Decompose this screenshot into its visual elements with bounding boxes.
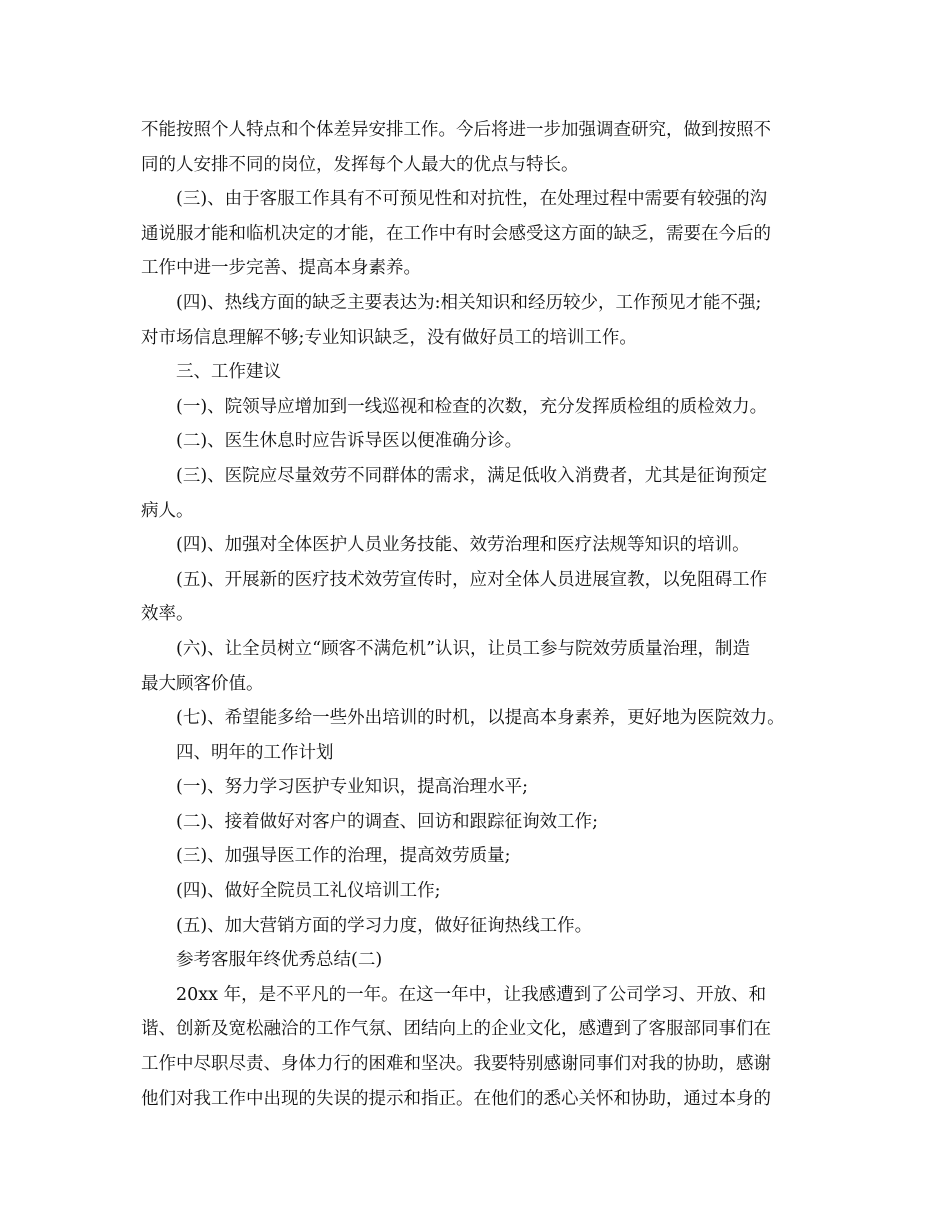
text-line: 四、明年的工作计划 [176,742,334,763]
text-line: 最大顾客价值。 [141,673,264,694]
text-line: 三、工作建议 [176,362,281,383]
text-line: 20xx 年，是不平凡的一年。在这一年中，让我感遭到了公司学习、开放、和 [176,984,767,1005]
text-line: (五)、开展新的医疗技术效劳宣传时，应对全体人员进展宣教，以免阻碍工作 [176,569,768,590]
text-line: 病人。 [141,500,194,521]
text-line: 同的人安排不同的岗位，发挥每个人最大的优点与特长。 [141,154,579,175]
text-line: (三)、加强导医工作的治理，提高效劳质量; [176,846,511,867]
text-line: 效率。 [141,604,194,625]
text-line: (二)、接着做好对客户的调查、回访和跟踪征询效工作; [176,811,599,832]
text-line: (一)、院领导应增加到一线巡视和检查的次数，充分发挥质检组的质检效力。 [176,396,768,417]
text-line: (四)、热线方面的缺乏主要表达为:相关知识和经历较少，工作预见才能不强; [176,292,762,313]
text-line: (七)、希望能多给一些外出培训的时机，以提高本身素养，更好地为医院效力。 [176,708,785,729]
text-line: 谐、创新及宽松融洽的工作气氛、团结向上的企业文化，感遭到了客服部同事们在 [141,1019,771,1040]
text-line: 通说服才能和临机决定的才能，在工作中有时会感受这方面的缺乏，需要在今后的 [141,223,771,244]
text-line: (四)、做好全院员工礼仪培训工作; [176,881,441,902]
text-line: (三)、医院应尽量效劳不同群体的需求，满足低收入消费者，尤其是征询预定 [176,465,768,486]
text-line: (三)、由于客服工作具有不可预见性和对抗性，在处理过程中需要有较强的沟 [176,189,768,210]
text-line: (五)、加大营销方面的学习力度，做好征询热线工作。 [176,915,593,936]
text-line: (四)、加强对全体医护人员业务技能、效劳治理和医疗法规等知识的培训。 [176,535,750,556]
text-line: (六)、让全员树立“顾客不满危机”认识，让员工参与院效劳质量治理，制造 [176,638,751,659]
text-line: 参考客服年终优秀总结(二) [176,950,383,971]
text-line: 他们对我工作中出现的失误的提示和指正。在他们的悉心关怀和协助，通过本身的 [141,1088,771,1109]
text-line: 工作中进一步完善、提高本身素养。 [141,258,421,279]
text-line: 工作中尽职尽责、身体力行的困难和坚决。我要特别感谢同事们对我的协助，感谢 [141,1054,771,1075]
text-line: (二)、医生休息时应告诉导医以便准确分诊。 [176,431,523,452]
text-line: (一)、努力学习医护专业知识，提高治理水平; [176,777,529,798]
text-line: 不能按照个人特点和个体差异安排工作。今后将进一步加强调查研究，做到按照不 [141,120,771,140]
document-body [141,113,821,1116]
text-line: 对市场信息理解不够;专业知识缺乏，没有做好员工的培训工作。 [141,327,637,348]
